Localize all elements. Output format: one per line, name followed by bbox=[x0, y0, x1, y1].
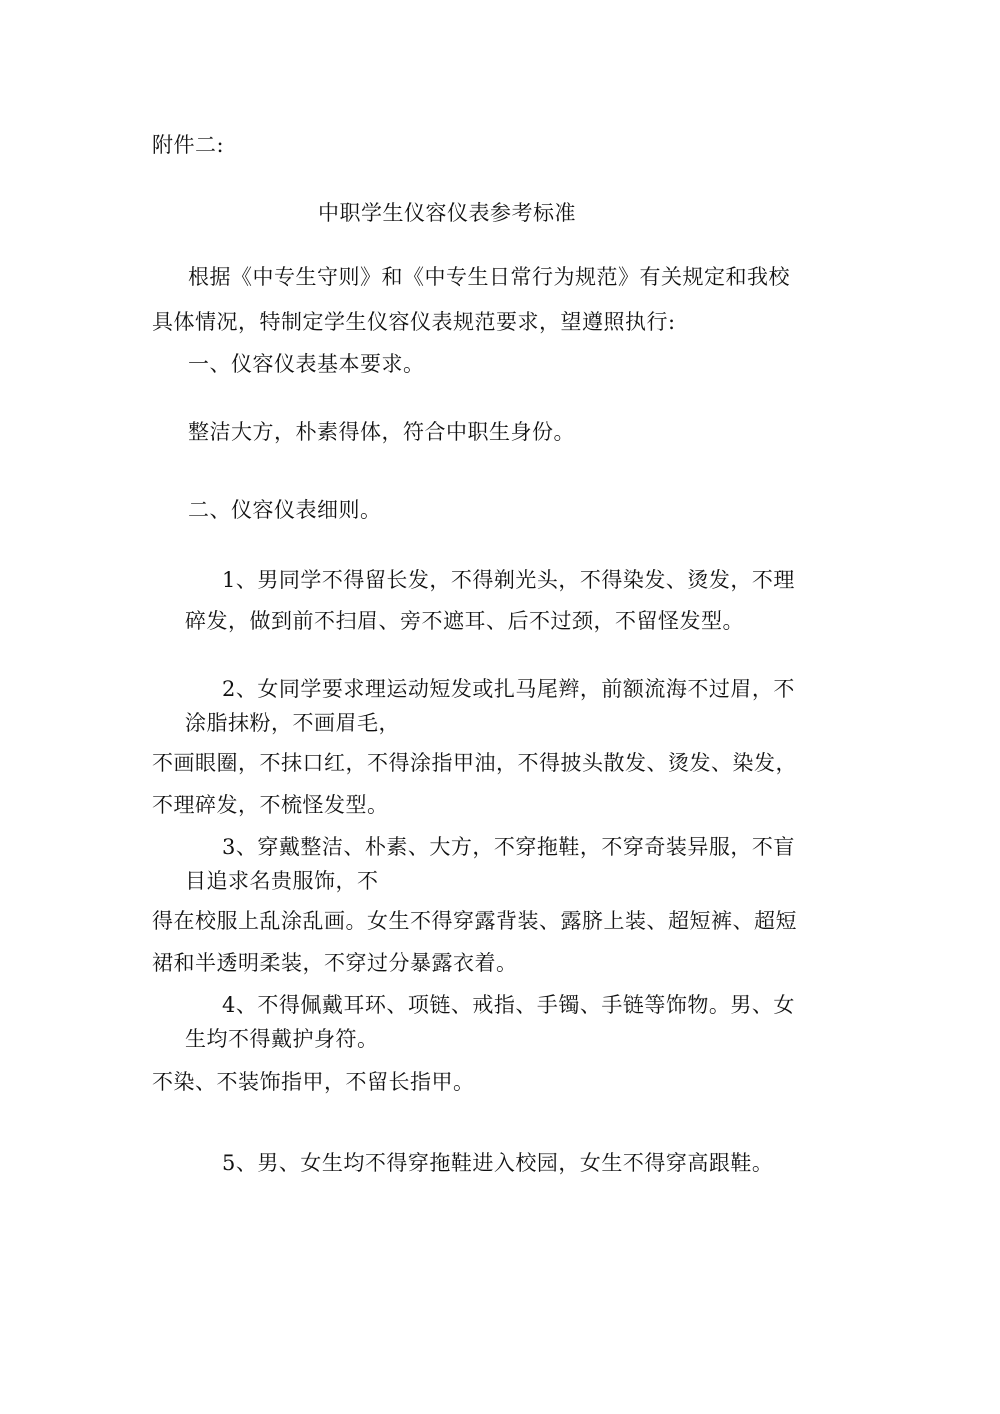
rule-3-line-1: 3、穿戴整洁、朴素、大方，不穿拖鞋，不穿奇装异服，不盲 bbox=[222, 835, 795, 859]
document-title: 中职学生仪容仪表参考标准 bbox=[318, 201, 576, 225]
rule-1-line-1: 1、男同学不得留长发，不得剃光头，不得染发、烫发，不理 bbox=[222, 568, 795, 592]
attachment-label: 附件二: bbox=[152, 133, 225, 157]
rule-4-line-3: 不染、不装饰指甲，不留长指甲。 bbox=[152, 1070, 475, 1094]
rule-4-line-1: 4、不得佩戴耳环、项链、戒指、手镯、手链等饰物。男、女 bbox=[222, 993, 795, 1017]
rule-4-line-2: 生均不得戴护身符。 bbox=[185, 1027, 379, 1051]
rule-3-line-3: 得在校服上乱涂乱画。女生不得穿露背装、露脐上装、超短裤、超短 bbox=[152, 909, 797, 933]
rule-3-line-2: 目追求名贵服饰，不 bbox=[185, 869, 379, 893]
rule-1-line-2: 碎发，做到前不扫眉、旁不遮耳、后不过颈，不留怪发型。 bbox=[185, 609, 744, 633]
rule-2-line-4: 不理碎发，不梳怪发型。 bbox=[152, 793, 389, 817]
section-1-body: 整洁大方，朴素得体，符合中职生身份。 bbox=[188, 420, 575, 444]
intro-line-1: 根据《中专生守则》和《中专生日常行为规范》有关规定和我校 bbox=[188, 265, 790, 289]
rule-5-line-1: 5、男、女生均不得穿拖鞋进入校园，女生不得穿高跟鞋。 bbox=[222, 1151, 774, 1175]
rule-3-line-4: 裙和半透明柔装，不穿过分暴露衣着。 bbox=[152, 951, 518, 975]
section-2-heading: 二、仪容仪表细则。 bbox=[188, 498, 382, 522]
rule-2-line-3: 不画眼圈，不抹口红，不得涂指甲油，不得披头散发、烫发、染发， bbox=[152, 751, 797, 775]
rule-2-line-1: 2、女同学要求理运动短发或扎马尾辫，前额流海不过眉，不 bbox=[222, 677, 795, 701]
rule-2-line-2: 涂脂抹粉，不画眉毛， bbox=[185, 711, 400, 735]
section-1-heading: 一、仪容仪表基本要求。 bbox=[188, 352, 425, 376]
intro-line-2: 具体情况，特制定学生仪容仪表规范要求，望遵照执行: bbox=[152, 310, 676, 334]
